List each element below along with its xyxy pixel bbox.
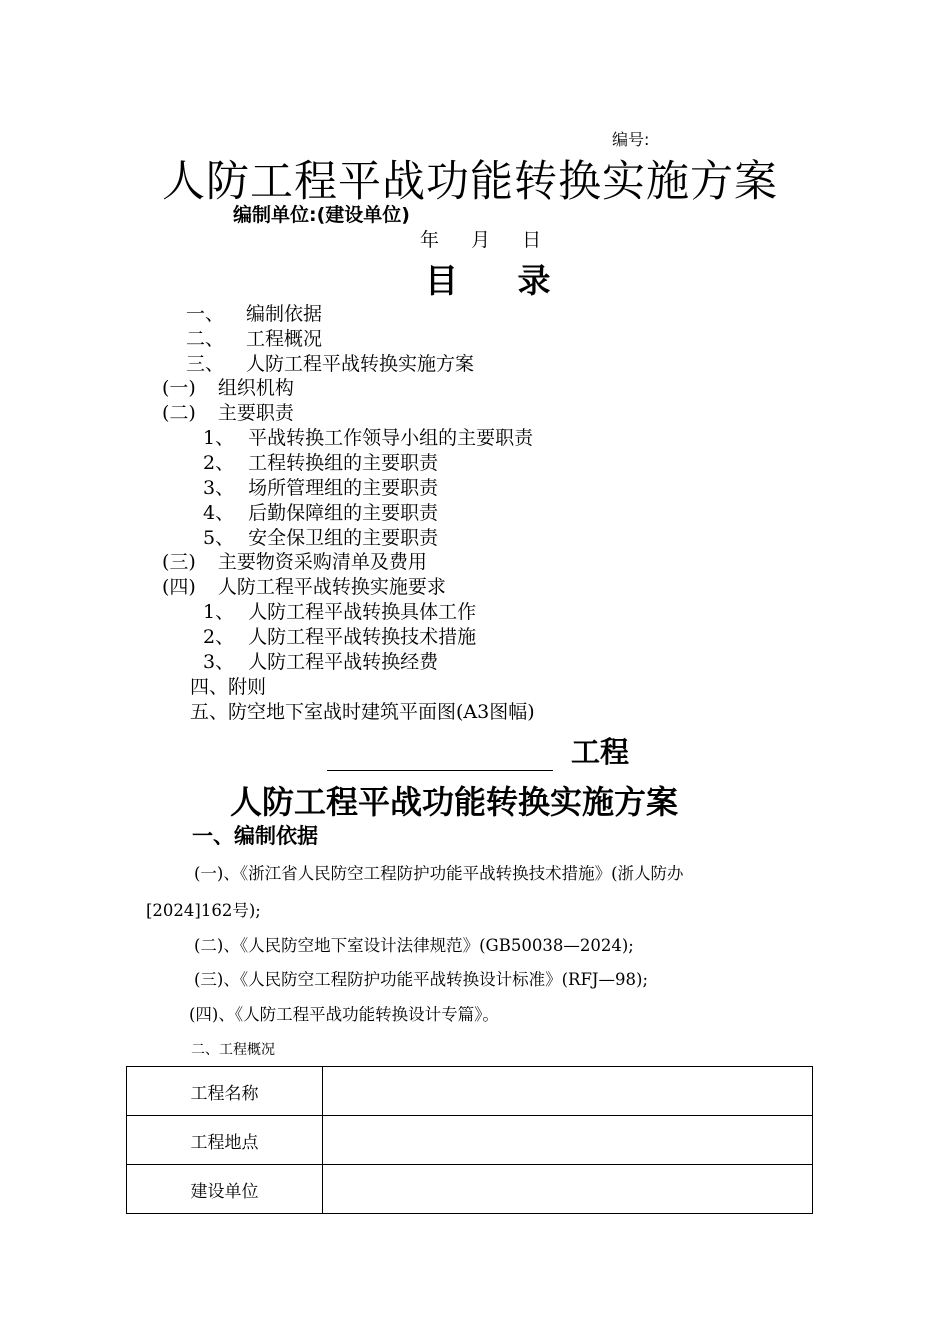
toc-title: 目 录 <box>425 261 575 300</box>
toc-item <box>203 448 438 475</box>
basis-item: (一)、《浙江省人民防空工程防护功能平战转换技术措施》(浙人防办 <box>194 864 684 883</box>
table-label-cell: 工程地点 <box>127 1116 323 1165</box>
toc-item-text: 人防工程平战转换实施方案 <box>246 353 475 375</box>
toc-item <box>203 423 533 450</box>
section-heading-overview: 二、工程概况 <box>191 1042 275 1058</box>
project-name-blank <box>327 740 553 771</box>
toc-item-text: 人防工程平战转换技术措施 <box>248 626 477 648</box>
toc-item-text: 工程转换组的主要职责 <box>248 452 439 474</box>
project-overview-table <box>126 1066 813 1214</box>
toc-item <box>186 299 322 326</box>
toc-item <box>203 473 438 500</box>
table-label-cell: 建设单位 <box>127 1165 323 1214</box>
basis-item: (三)、《人民防空工程防护功能平战转换设计标准》(RFJ—98); <box>194 970 649 989</box>
toc-item-text: 工程概况 <box>246 328 323 350</box>
toc-item-number: 5、 <box>203 527 235 549</box>
toc-item-number: 三、 <box>186 353 225 375</box>
plan-title: 人防工程平战功能转换实施方案 <box>230 783 679 821</box>
toc-item <box>203 597 476 624</box>
toc-item <box>203 622 476 649</box>
toc-item-number: (二) <box>162 402 196 424</box>
toc-item <box>190 697 535 724</box>
document-number-label: 编号: <box>612 130 650 149</box>
toc-item-text: 五、防空地下室战时建筑平面图(A3图幅) <box>190 701 535 723</box>
table-row <box>127 1165 813 1214</box>
table-label-cell: 工程名称 <box>127 1067 323 1116</box>
toc-item <box>186 324 322 351</box>
toc-item-number: 2、 <box>203 626 235 648</box>
toc-item-number: (三) <box>162 551 196 573</box>
toc-item-text: 后勤保障组的主要职责 <box>248 502 439 524</box>
toc-item-text: 安全保卫组的主要职责 <box>248 527 439 549</box>
basis-item: (二)、《人民防空地下室设计法律规范》(GB50038—2024); <box>194 936 634 955</box>
table-value-cell <box>323 1165 813 1214</box>
section-heading-basis: 一、编制依据 <box>192 824 318 848</box>
toc-item-text: 平战转换工作领导小组的主要职责 <box>248 427 534 449</box>
toc-item <box>162 572 446 599</box>
toc-item-text: 人防工程平战转换经费 <box>248 651 439 673</box>
toc-item-number: 1、 <box>203 601 235 623</box>
date-day: 日 <box>522 229 542 251</box>
table-value-cell <box>323 1116 813 1165</box>
basis-item: (四)、《人防工程平战功能转换设计专篇》。 <box>189 1005 499 1024</box>
toc-item-number: (一) <box>162 377 196 399</box>
toc-item-number: (四) <box>162 576 196 598</box>
toc-item-number: 2、 <box>203 452 235 474</box>
toc-item-text: 主要职责 <box>217 402 294 424</box>
toc-item-text: 组织机构 <box>217 377 294 399</box>
toc-item-number: 3、 <box>203 477 235 499</box>
date-month: 月 <box>471 229 491 251</box>
toc-item-number: 4、 <box>203 502 235 524</box>
date-year: 年 <box>420 229 440 251</box>
table-row <box>127 1067 813 1116</box>
compiler-unit: 编制单位:(建设单位) <box>233 204 410 226</box>
toc-item-number: 3、 <box>203 651 235 673</box>
project-suffix: 工程 <box>571 735 630 769</box>
toc-item-text: 主要物资采购清单及费用 <box>217 551 427 573</box>
toc-item <box>190 672 266 699</box>
main-title: 人防工程平战功能转换实施方案 <box>162 157 778 207</box>
toc-item-text: 人防工程平战转换实施要求 <box>217 576 446 598</box>
toc-item-number: 二、 <box>186 328 225 350</box>
project-name-line <box>327 730 629 771</box>
toc-item-text: 编制依据 <box>246 303 323 325</box>
toc-item <box>186 349 474 376</box>
toc-item-text: 人防工程平战转换具体工作 <box>248 601 477 623</box>
toc-item <box>162 398 294 425</box>
date-line <box>420 225 567 252</box>
toc-item <box>203 498 438 525</box>
toc-item <box>162 373 294 400</box>
toc-item-number: 1、 <box>203 427 235 449</box>
table-row <box>127 1116 813 1165</box>
toc-item <box>203 523 438 550</box>
table-value-cell <box>323 1067 813 1116</box>
toc-item-number: 一、 <box>186 303 225 325</box>
toc-item <box>203 647 438 674</box>
toc-item <box>162 547 427 574</box>
toc-item-text: 场所管理组的主要职责 <box>248 477 439 499</box>
toc-item-text: 四、附则 <box>190 676 267 698</box>
basis-item-continuation: [2024]162号); <box>146 901 261 920</box>
